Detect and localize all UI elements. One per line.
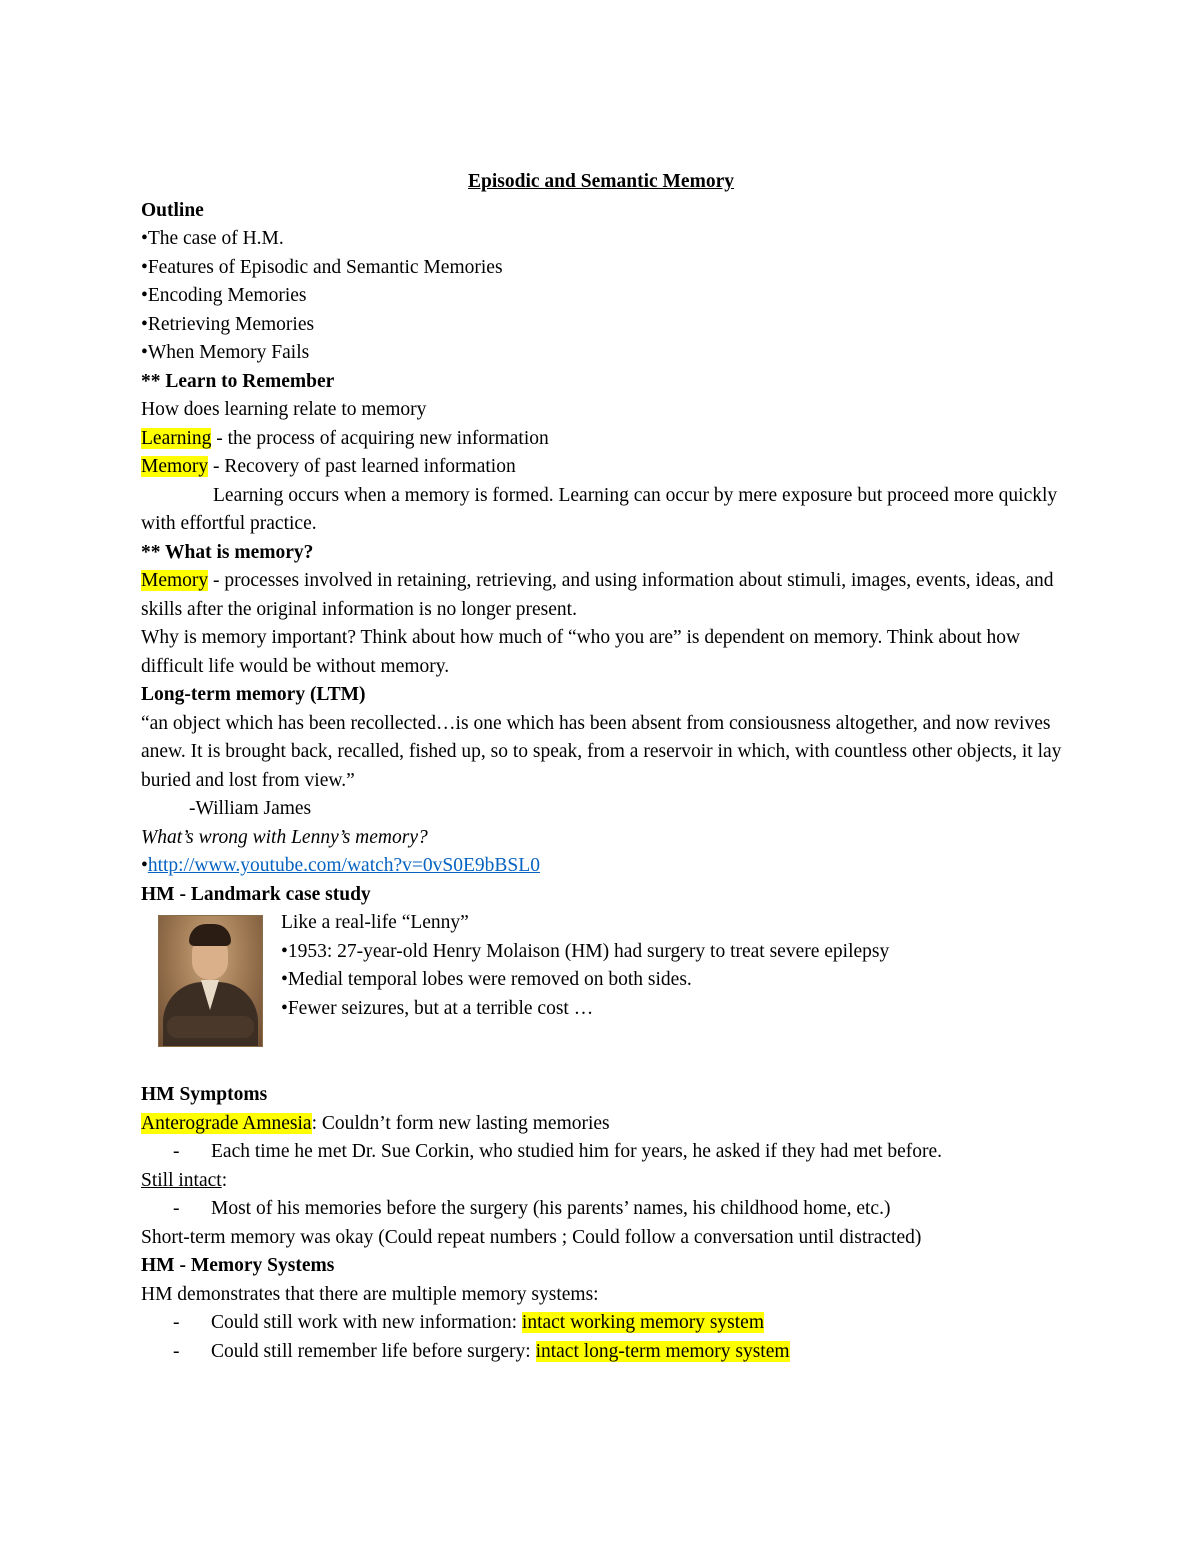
learn-question: How does learning relate to memory	[141, 399, 427, 420]
quote-attribution: -William James	[189, 798, 312, 819]
outline-item: •Retrieving Memories	[141, 313, 315, 335]
document-content	[141, 168, 1071, 1366]
learning-term: Learning	[141, 427, 212, 449]
hm-case-heading: HM - Landmark case study	[141, 883, 371, 905]
memory-definition	[141, 453, 1071, 482]
james-quote: “an object which has been recollected…is one which has been absent from consiousness altogether, and now revives anew. It is brought back, recalled, fished up, so to speak, from a reservoir in which, with countless other objects, it lay buried and lost from view.”	[141, 712, 1062, 791]
hm-case-block	[141, 909, 1071, 1081]
systems-item-highlight: intact long-term memory system	[535, 1340, 790, 1362]
hm-case-line: •Medial temporal lobes were removed on both sides.	[281, 969, 692, 990]
lenny-question: What’s wrong with Lenny’s memory?	[141, 826, 428, 848]
hm-case-line: •Fewer seizures, but at a terrible cost …	[281, 997, 594, 1019]
amnesia-line	[141, 1110, 1071, 1139]
memory-term: Memory	[141, 456, 209, 477]
outline-item: •Features of Episodic and Semantic Memories	[141, 256, 503, 278]
systems-item-text: Could still work with new information:	[211, 1312, 522, 1333]
memory-full-definition	[141, 567, 1071, 624]
intact-colon: :	[221, 1169, 228, 1191]
page-title: Episodic and Semantic Memory	[468, 171, 734, 192]
memory-term: Memory	[141, 570, 209, 591]
symptoms-heading: HM Symptoms	[141, 1084, 268, 1105]
hm-portrait-photo	[158, 915, 263, 1047]
outline-heading: Outline	[141, 199, 204, 221]
intact-term: Still intact	[141, 1169, 222, 1191]
intact-line	[141, 1167, 1071, 1196]
outline-item: •When Memory Fails	[141, 342, 310, 363]
ltm-heading: Long-term memory (LTM)	[141, 684, 366, 705]
learn-heading: ** Learn to Remember	[141, 370, 335, 392]
learning-paragraph: Learning occurs when a memory is formed. Learning can occur by mere exposure but proceed more quickly with effortful practice.	[141, 484, 1058, 534]
hm-case-text	[281, 909, 889, 1023]
what-heading: ** What is memory?	[141, 541, 314, 563]
amnesia-item: - Each time he met Dr. Sue Corkin, who studied him for years, he asked if they had met before.	[141, 1138, 1071, 1167]
bullet: •	[141, 855, 148, 876]
memory-def-text: - Recovery of past learned information	[208, 456, 516, 477]
systems-item	[141, 1338, 1071, 1367]
outline-item: •Encoding Memories	[141, 285, 307, 306]
amnesia-term: Anterograde Amnesia	[141, 1112, 312, 1134]
amnesia-def: : Couldn’t form new lasting memories	[311, 1112, 610, 1134]
systems-item-highlight: intact working memory system	[521, 1312, 764, 1333]
hm-case-line: •1953: 27-year-old Henry Molaison (HM) had surgery to treat severe epilepsy	[281, 940, 890, 962]
hm-case-line: Like a real-life “Lenny”	[281, 912, 469, 933]
short-term-line: Short-term memory was okay (Could repeat numbers ; Could follow a conversation until distracted)	[141, 1226, 922, 1248]
intact-item: - Most of his memories before the surgery (his parents’ names, his childhood home, etc.)	[141, 1195, 1071, 1224]
youtube-link[interactable]: http://www.youtube.com/watch?v=0vS0E9bBSL0	[147, 855, 540, 876]
systems-item	[141, 1309, 1071, 1338]
systems-item-text: Could still remember life before surgery:	[211, 1340, 536, 1362]
outline-item: •The case of H.M.	[141, 228, 284, 249]
why-paragraph: Why is memory important? Think about how much of “who you are” is dependent on memory. Think about how difficult life would be without memory.	[141, 627, 1021, 677]
learning-def-text: - the process of acquiring new information	[211, 427, 549, 449]
learning-definition	[141, 425, 1071, 454]
video-link-line	[141, 852, 1071, 881]
systems-heading: HM - Memory Systems	[141, 1255, 335, 1276]
memory-full-def-text: - processes involved in retaining, retrieving, and using information about stimuli, images, events, ideas, and skills after the original information is no longer present.	[141, 570, 1054, 620]
systems-intro: HM demonstrates that there are multiple memory systems:	[141, 1283, 599, 1305]
